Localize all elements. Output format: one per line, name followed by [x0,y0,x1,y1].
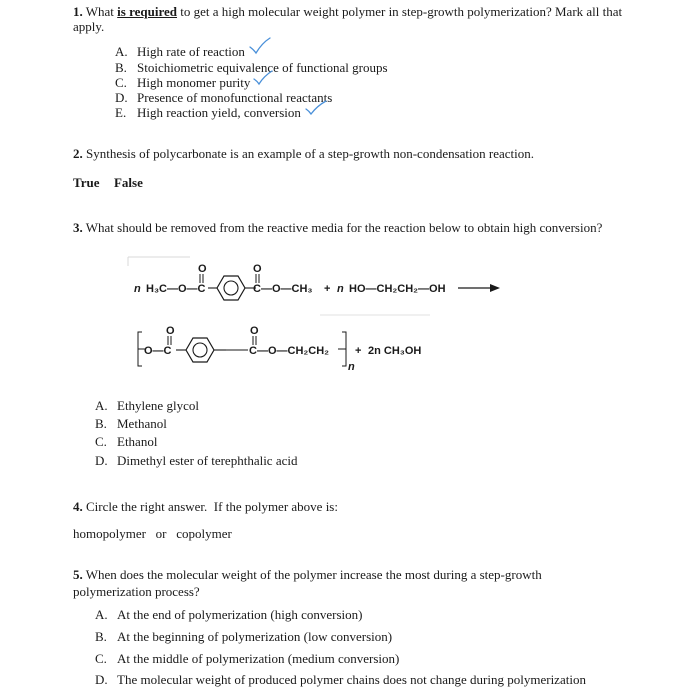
q5-option-b-letter: B. [95,629,107,644]
benzene-ring [217,276,245,300]
q3-option-d-text: Dimethyl ester of terephthalic acid [117,453,298,468]
q1-prompt-line2: apply. [73,19,105,34]
q5-option-d[interactable] [95,672,586,688]
q5-option-d-letter: D. [95,672,108,687]
q1-option-c[interactable] [115,75,250,91]
q3-option-d-letter: D. [95,453,108,468]
q5-option-b[interactable] [95,629,392,645]
q1-option-e-text: High reaction yield, conversion [137,105,301,120]
q2-answers [73,175,143,191]
q3-option-b-text: Methanol [117,416,167,431]
q5-option-c-text: At the middle of polymerization (medium conversion) [117,651,400,666]
q1-prompt [73,4,622,20]
q5-text-line1: When does the molecular weight of the polymer increase the most during a step-growth [85,567,542,582]
product-carbonyl-o-left: O [166,325,175,337]
n-coefficient-2: n [337,283,344,295]
q1-text-after: to get a high molecular weight polymer in step-growth polymerization? Mark all that [180,4,623,19]
q2-text: Synthesis of polycarbonate is an example of a step-growth non-condensation reaction. [86,146,535,161]
n-coefficient: n [134,283,141,295]
reaction-scheme [120,250,510,380]
product-right-group: C—O—CH₂CH₂ [249,345,330,357]
q5-option-b-text: At the beginning of polymerization (low conversion) [117,629,393,644]
checkmark-icon [252,69,274,87]
checkmark-icon [304,99,328,117]
carbonyl-o-left: O [198,263,207,275]
q1-option-c-text: High monomer purity [137,75,251,90]
false-option[interactable]: False [113,175,143,190]
q3-option-c[interactable] [95,434,157,450]
q1-option-a[interactable] [115,44,245,60]
q3-number: 3. [73,220,83,235]
q1-number: 1. [73,4,83,19]
checkmark-icon [248,36,272,56]
q4-number: 4. [73,499,83,514]
repeat-unit-n: n [348,361,355,373]
q3-option-a[interactable] [95,398,199,414]
q3-option-c-letter: C. [95,434,107,449]
q1-option-b-letter: B. [115,60,127,75]
q5-option-a-text: At the end of polymerization (high conversion) [117,607,363,622]
q1-text-before: What [85,4,114,19]
true-option[interactable]: True [73,175,100,190]
q3-option-c-text: Ethanol [117,434,158,449]
q1-option-a-text: High rate of reaction [137,44,245,59]
q3-option-a-letter: A. [95,398,108,413]
q5-prompt-line2: polymerization process? [73,584,200,599]
q5-prompt [73,567,542,583]
q5-option-a-letter: A. [95,607,108,622]
q3-option-d[interactable] [95,453,297,469]
reactant-left-group: H₃C—O—C [146,283,206,295]
q4-answer-line[interactable]: homopolymer or copolymer [73,526,232,541]
q1-option-d[interactable] [115,90,332,106]
plus-sign-2: + [355,345,362,357]
q5-number: 5. [73,567,83,582]
plus-sign: + [324,283,331,295]
q1-option-e-letter: E. [115,105,127,120]
q1-option-d-text: Presence of monofunctional reactants [137,90,333,105]
q4-text: Circle the right answer. If the polymer above is: [86,499,338,514]
q3-text: What should be removed from the reactive media for the reaction below to obtain high conversion? [85,220,603,235]
q1-option-d-letter: D. [115,90,128,105]
q5-option-c[interactable] [95,651,399,667]
q1-emphasis: is required [117,4,178,19]
product-carbonyl-o-right: O [250,325,259,337]
reactant-right-group: C—O—CH₃ [253,283,313,295]
q3-option-b-letter: B. [95,416,107,431]
ethylene-glycol: HO—CH₂CH₂—OH [349,283,446,295]
q3-prompt [73,220,602,236]
q5-option-a[interactable] [95,607,363,623]
q4-prompt [73,499,338,515]
q2-prompt [73,146,534,162]
product-left-group: O—C [144,345,172,357]
q1-option-c-letter: C. [115,75,127,90]
q3-option-b[interactable] [95,416,167,432]
q1-option-b-text: Stoichiometric equivalence of functional groups [137,60,388,75]
methanol-byproduct: 2n CH₃OH [368,345,422,357]
q5-option-c-letter: C. [95,651,107,666]
q1-option-a-letter: A. [115,44,128,59]
q2-number: 2. [73,146,83,161]
q1-option-e[interactable] [115,105,301,121]
carbonyl-o-right: O [253,263,262,275]
benzene-ring [186,338,214,362]
q5-option-d-text: The molecular weight of produced polymer chains does not change during polymerization [117,672,586,687]
q3-option-a-text: Ethylene glycol [117,398,199,413]
